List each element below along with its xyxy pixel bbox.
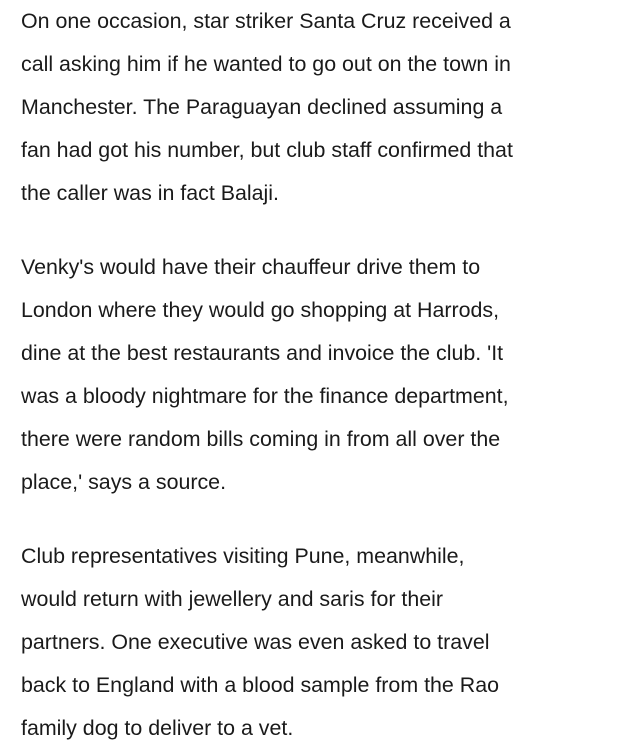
paragraph-1 — [21, 0, 621, 215]
text-line: fan had got his number, but club staff confirmed that — [21, 138, 513, 162]
text-line: dine at the best restaurants and invoice the club. 'It — [21, 341, 504, 365]
text-line: the caller was in fact Balaji. — [21, 181, 279, 205]
text-line: would return with jewellery and saris for their — [21, 587, 444, 611]
text-line: partners. One executive was even asked to travel — [21, 630, 490, 654]
text-line: family dog to deliver to a vet. — [21, 716, 294, 740]
text-line: place,' says a source. — [21, 470, 227, 494]
text-line: Venky's would have their chauffeur drive them to — [21, 255, 481, 279]
text-line: London where they would go shopping at Harrods, — [21, 298, 500, 322]
article-body — [21, 0, 621, 750]
text-line: call asking him if he wanted to go out on the town in — [21, 52, 511, 76]
text-line: was a bloody nightmare for the finance department, — [21, 384, 509, 408]
text-line: On one occasion, star striker Santa Cruz received a — [21, 9, 511, 33]
text-line: there were random bills coming in from all over the — [21, 427, 501, 451]
paragraph-3 — [21, 535, 621, 750]
text-line: Manchester. The Paraguayan declined assuming a — [21, 95, 503, 119]
paragraph-2 — [21, 246, 621, 504]
text-line: back to England with a blood sample from the Rao — [21, 673, 499, 697]
text-line: Club representatives visiting Pune, meanwhile, — [21, 544, 465, 568]
